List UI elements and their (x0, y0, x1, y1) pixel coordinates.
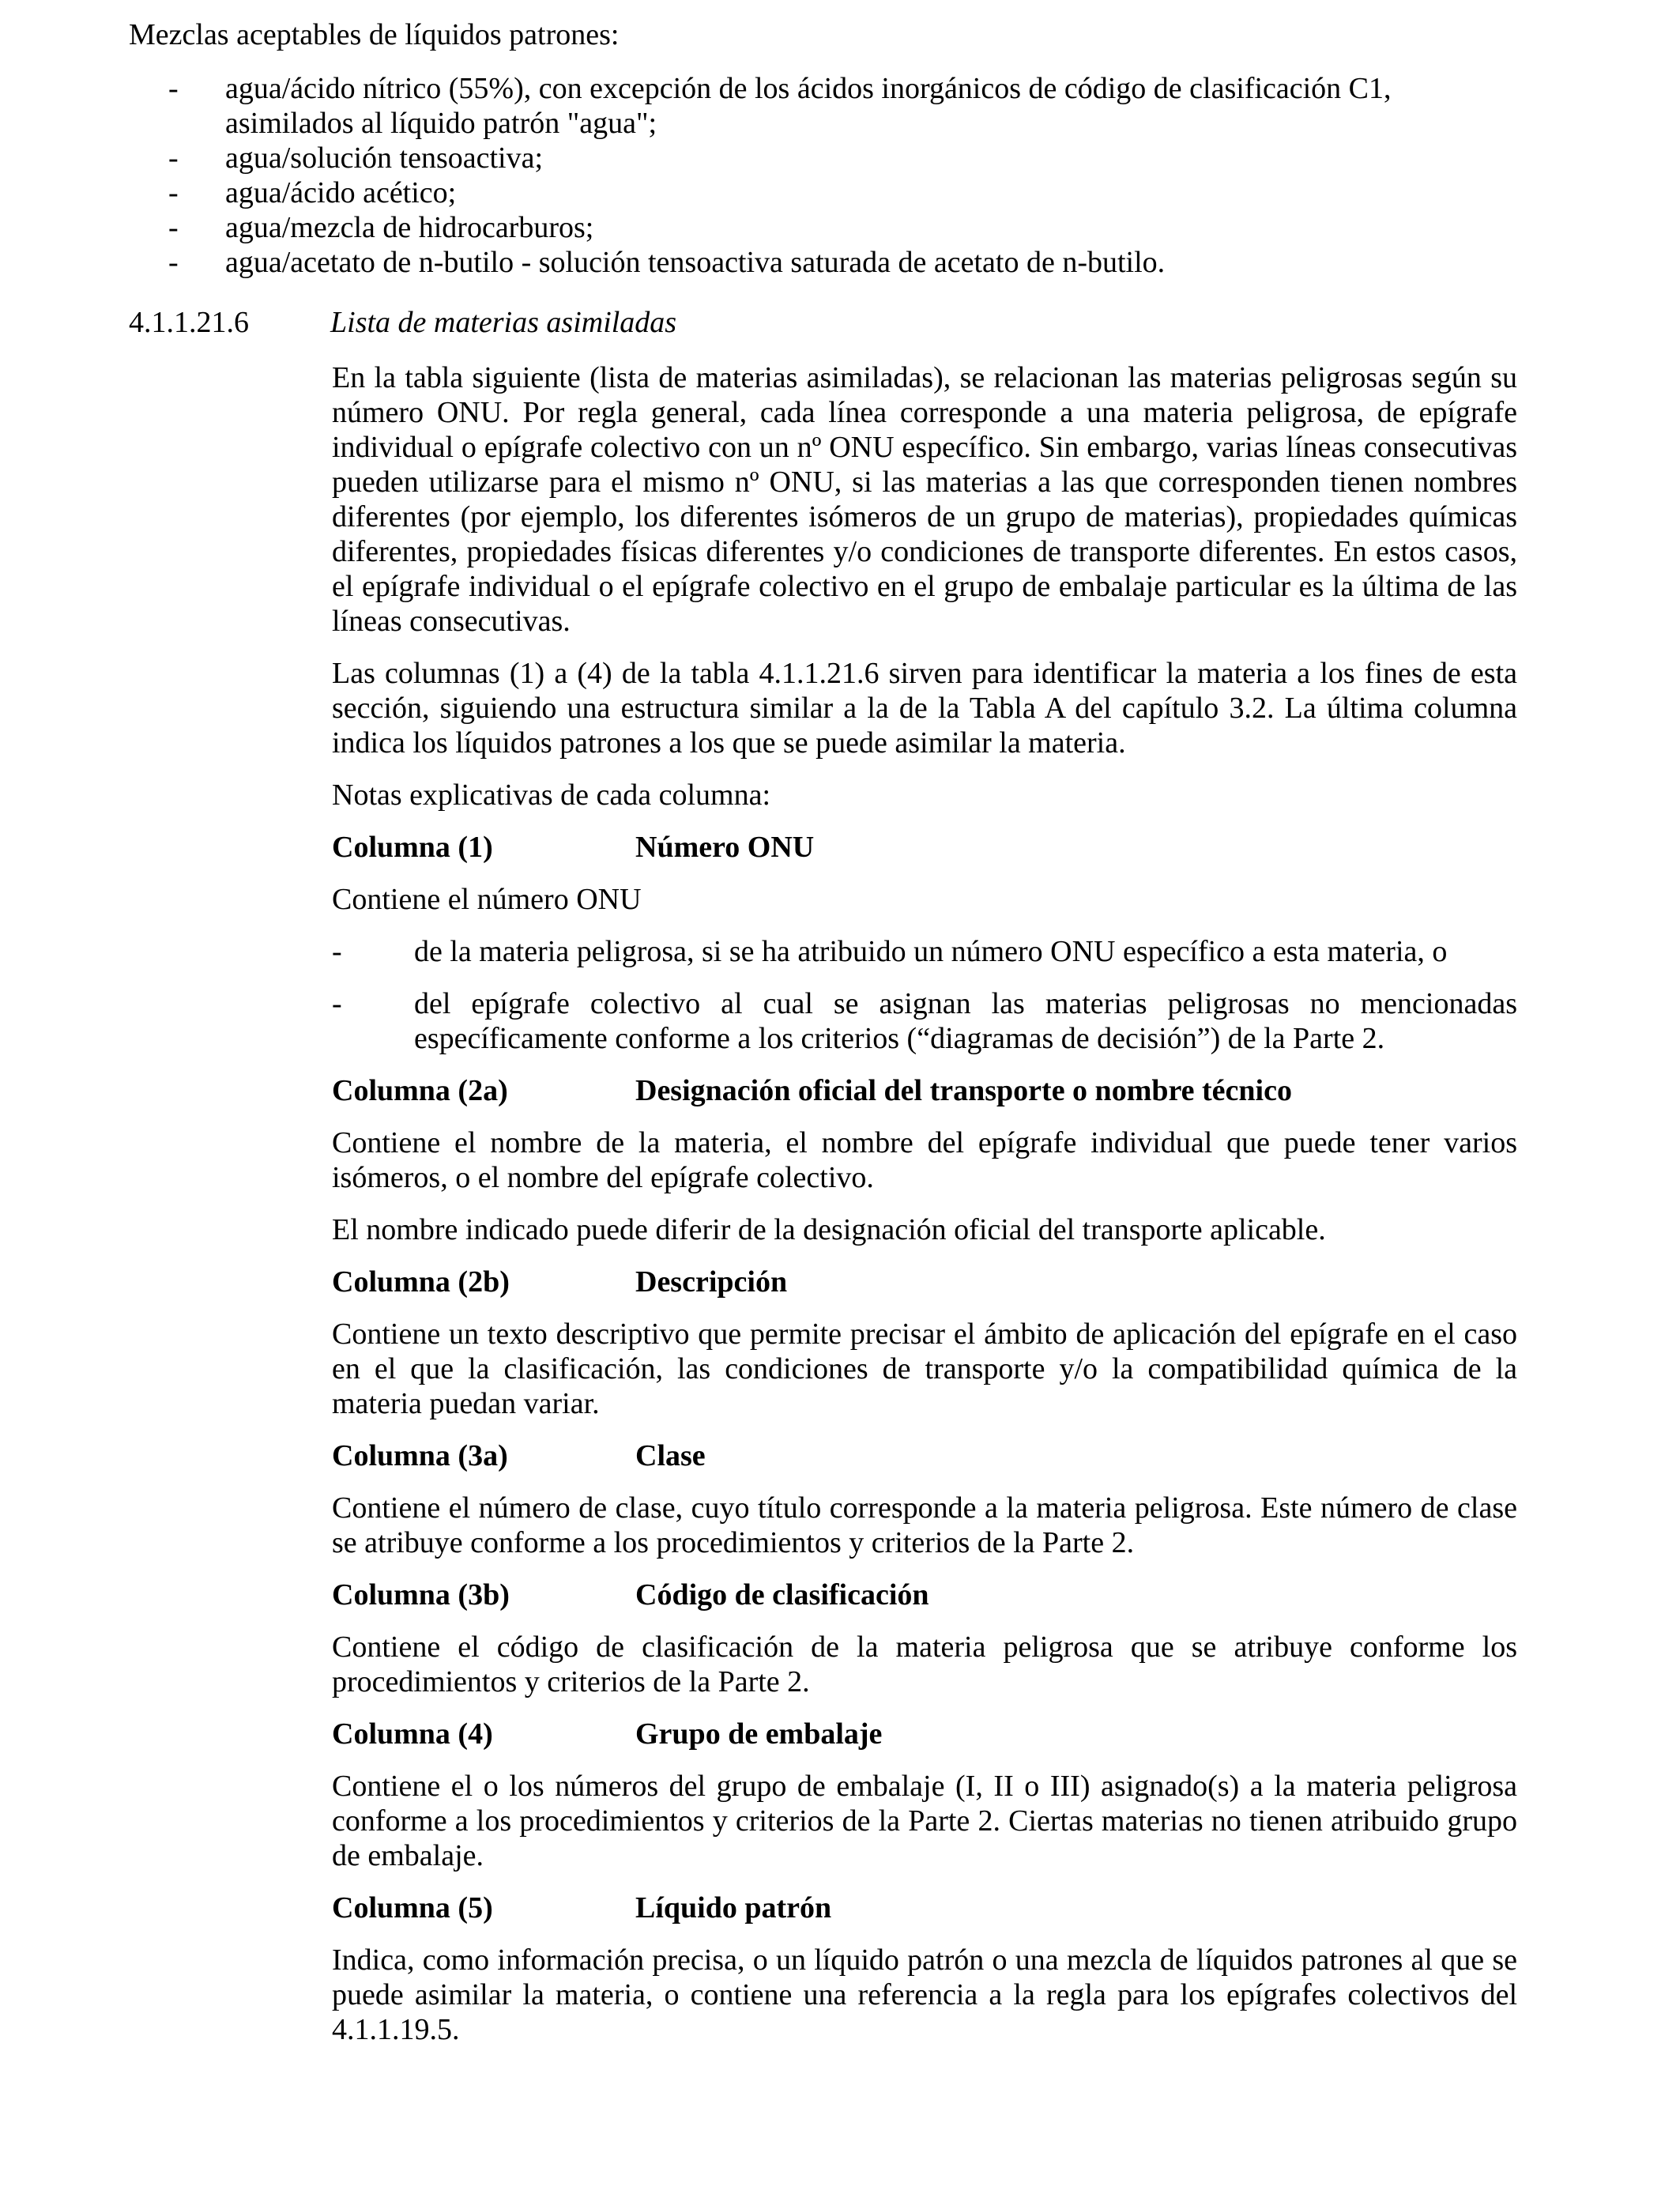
intro-line: Mezclas aceptables de líquidos patrones: (129, 18, 620, 51)
column-label: Columna (5) (332, 1891, 493, 1924)
column-label: Columna (3a) (332, 1439, 508, 1472)
list-item-text: agua/mezcla de hidrocarburos; (225, 211, 594, 244)
column-heading (332, 1891, 1517, 1925)
column-heading (332, 1265, 1517, 1299)
column-description: Contiene el número de clase, cuyo título corresponde a la materia peligrosa. Este número de clase se atribuye conforme a los procedimientos y criterios de la Parte 2. (332, 1491, 1517, 1559)
dash-bullet: - (168, 176, 179, 209)
list-item (129, 245, 1520, 280)
dash-bullet: - (332, 935, 342, 968)
column-heading (332, 1578, 1517, 1612)
column-description: Contiene un texto descriptivo que permite precisar el ámbito de aplicación del epígrafe en el caso en el que la clasificación, las condiciones de transporte y/o la compatibilidad química de la materia puedan variar. (332, 1318, 1517, 1420)
column-title: Clase (635, 1439, 706, 1472)
column-description: Contiene el nombre de la materia, el nombre del epígrafe individual que puede tener varios isómeros, o el nombre del epígrafe colectivo. (332, 1126, 1517, 1194)
column-label: Columna (2a) (332, 1074, 508, 1107)
section-title: Lista de materias asimiladas (330, 306, 677, 339)
column-1-list (332, 934, 1517, 1056)
list-item-text: del epígrafe colectivo al cual se asignan las materias peligrosas no mencionadas específicamente conforme a los criterios (“diagramas de decisión”) de la Parte 2. (414, 987, 1517, 1055)
column-heading (332, 830, 1517, 865)
list-item (129, 210, 1520, 245)
list-item (332, 934, 1517, 969)
list-item-text: agua/ácido nítrico (55%), con excepción de los ácidos inorgánicos de código de clasificación C1, asimilados al líquido patrón "agua"; (225, 72, 1392, 140)
paragraph: Notas explicativas de cada columna: (332, 778, 771, 812)
dash-bullet: - (168, 246, 179, 279)
dash-bullet: - (168, 72, 179, 105)
column-label: Columna (4) (332, 1717, 493, 1751)
list-item-text: de la materia peligrosa, si se ha atribuido un número ONU específico a esta materia, o (414, 935, 1448, 968)
section-body (332, 360, 1517, 2064)
list-item-text: agua/acetato de n-butilo - solución tensoactiva saturada de acetato de n-butilo. (225, 246, 1166, 279)
mixtures-list (129, 71, 1520, 280)
column-description: Contiene el número ONU (332, 883, 642, 916)
list-item (129, 71, 1520, 141)
column-label: Columna (2b) (332, 1265, 510, 1299)
list-item (129, 175, 1520, 210)
section-number: 4.1.1.21.6 (129, 306, 249, 339)
column-title: Código de clasificación (635, 1578, 929, 1612)
column-description: Contiene el o los números del grupo de embalaje (I, II o III) asignado(s) a la materia peligrosa conforme a los procedimientos y criterios de la Parte 2. Ciertas materias no tienen atribuido grupo de embalaje. (332, 1770, 1517, 1872)
dash-bullet: - (168, 141, 179, 175)
column-title: Designación oficial del transporte o nombre técnico (635, 1074, 1292, 1107)
column-title: Líquido patrón (635, 1891, 832, 1924)
list-item (332, 986, 1517, 1056)
paragraph: Las columnas (1) a (4) de la tabla 4.1.1.21.6 sirven para identificar la materia a los fines de esta sección, siguiendo una estructura similar a la de la Tabla A del capítulo 3.2. La última columna indica los líquidos patrones a los que se puede asimilar la materia. (332, 657, 1517, 760)
column-title: Descripción (635, 1265, 788, 1299)
section-heading (129, 305, 1520, 340)
list-item (129, 141, 1520, 175)
column-title: Grupo de embalaje (635, 1717, 883, 1751)
column-label: Columna (1) (332, 831, 493, 864)
column-label: Columna (3b) (332, 1578, 510, 1612)
dash-bullet: - (168, 211, 179, 244)
dash-bullet: - (332, 987, 342, 1020)
column-note: El nombre indicado puede diferir de la designación oficial del transporte aplicable. (332, 1213, 1326, 1246)
list-item-text: agua/solución tensoactiva; (225, 141, 544, 175)
list-item-text: agua/ácido acético; (225, 176, 457, 209)
column-description: Contiene el código de clasificación de la materia peligrosa que se atribuye conforme los procedimientos y criterios de la Parte 2. (332, 1630, 1517, 1698)
column-heading (332, 1073, 1517, 1108)
column-description: Indica, como información precisa, o un líquido patrón o una mezcla de líquidos patrones al que se puede asimilar la materia, o contiene una referencia a la regla para los epígrafes colectivos del 4.1.1.19.5. (332, 1943, 1517, 2046)
column-heading (332, 1438, 1517, 1473)
column-title: Número ONU (635, 831, 815, 864)
column-heading (332, 1717, 1517, 1751)
paragraph: En la tabla siguiente (lista de materias asimiladas), se relacionan las materias peligrosas según su número ONU. Por regla general, cada línea corresponde a una materia peligrosa, de epígrafe individual o epígrafe colectivo con un nº ONU específico. Sin embargo, varias líneas consecutivas pueden utilizarse para el mismo nº ONU, si las materias a las que corresponden tienen nombres diferentes (por ejemplo, los diferentes isómeros de un grupo de materias), propiedades químicas diferentes, propiedades físicas diferentes y/o condiciones de transporte diferentes. En estos casos, el epígrafe individual o el epígrafe colectivo en el grupo de embalaje particular es la última de las líneas consecutivas. (332, 361, 1517, 638)
